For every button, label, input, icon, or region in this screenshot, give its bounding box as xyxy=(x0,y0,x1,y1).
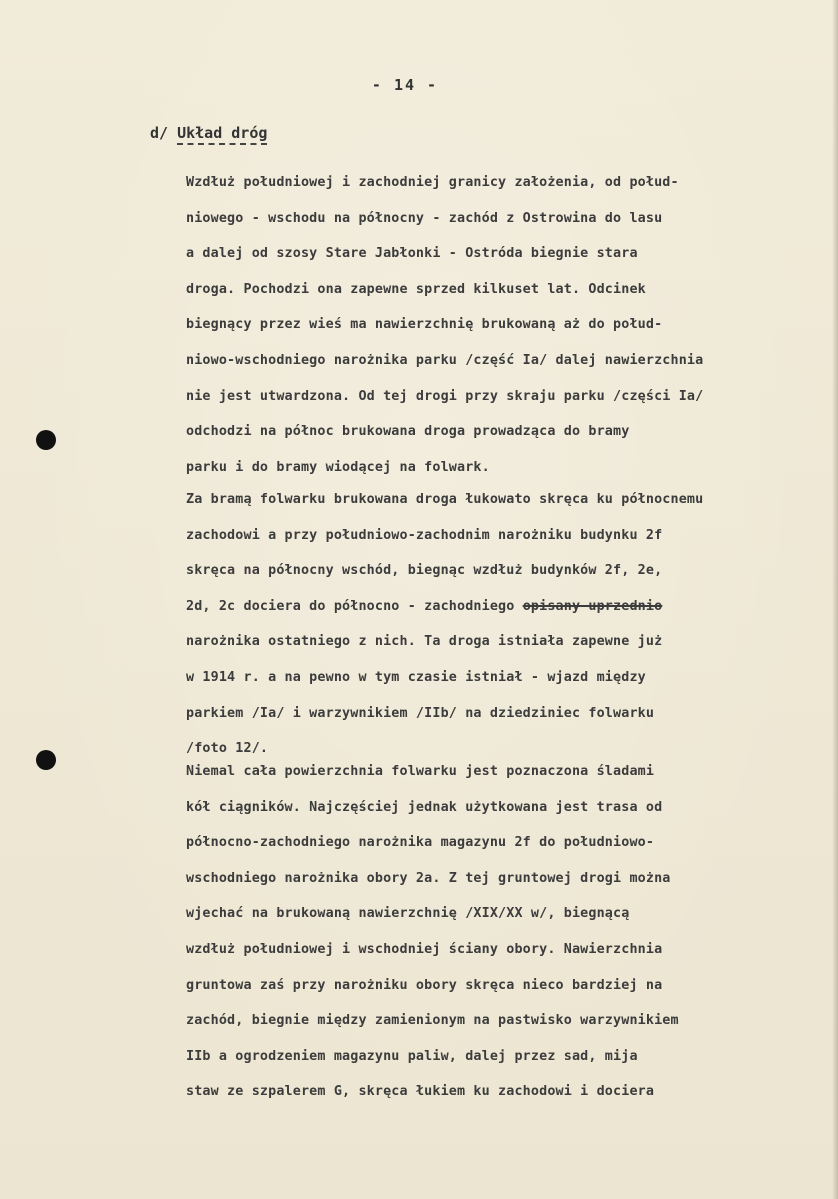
text-line: parku i do bramy wiodącej na folwark. xyxy=(186,459,490,475)
text-line: parkiem /Ia/ i warzywnikiem /IIb/ na dziedziniec folwarku xyxy=(186,705,655,721)
text-line: Za bramą folwarku brukowana droga łukowato skręca ku północnemu xyxy=(186,492,704,507)
text-line: staw ze szpalerem G, skręca łukiem ku zachodowi i dociera xyxy=(186,1084,655,1100)
text-line: w 1914 r. a na pewno w tym czasie istniał - wjazd między xyxy=(186,669,646,685)
section-heading-title: Układ dróg xyxy=(177,124,267,145)
text-line: nie jest utwardzona. Od tej drogi przy skraju parku /części Ia/ xyxy=(186,388,704,404)
text-line: wschodniego narożnika obory 2a. Z tej gruntowej drogi można xyxy=(186,870,671,886)
text-line: /foto 12/. xyxy=(186,741,269,757)
text-line: odchodzi na północ brukowana droga prowadząca do bramy xyxy=(186,424,630,440)
punch-hole-top xyxy=(36,430,56,450)
page-number: - 14 - xyxy=(371,76,439,94)
text-line: wjechać na brukowaną nawierzchnię /XIX/XX w/, biegnącą xyxy=(186,906,630,922)
text-line: IIb a ogrodzeniem magazynu paliw, dalej przez sad, mija xyxy=(186,1048,638,1064)
text-line: wzdłuż południowej i wschodniej ściany obory. Nawierzchnia xyxy=(186,941,663,957)
text-line: północno-zachodniego narożnika magazynu 2f do południowo- xyxy=(186,835,655,851)
section-heading xyxy=(150,124,267,142)
text-line: Wzdłuż południowej i zachodniej granicy założenia, od połud- xyxy=(186,175,679,190)
text-line: niowego - wschodu na północny - zachód z Ostrowina do lasu xyxy=(186,210,663,226)
text-line: gruntowa zaś przy narożniku obory skręca nieco bardziej na xyxy=(186,977,663,993)
text-line: skręca na północny wschód, biegnąc wzdłuż budynków 2f, 2e, xyxy=(186,563,663,579)
text-line: Niemal cała powierzchnia folwarku jest poznaczona śladami xyxy=(186,764,655,779)
paragraph-1 xyxy=(186,165,836,485)
text-line-start: 2d, 2c dociera do północno - zachodniego xyxy=(186,598,523,614)
text-line: zachodowi a przy południowo-zachodnim narożniku budynku 2f xyxy=(186,527,663,543)
text-line: narożnika ostatniego z nich. Ta droga istniała zapewne już xyxy=(186,634,663,650)
section-heading-prefix: d/ xyxy=(150,124,178,142)
text-line: a dalej od szosy Stare Jabłonki - Ostróda biegnie stara xyxy=(186,246,638,262)
text-line: kół ciągników. Najczęściej jednak użytkowana jest trasa od xyxy=(186,799,663,815)
text-line-with-strikethrough xyxy=(186,589,836,625)
paragraph-3 xyxy=(186,754,836,1110)
text-line: niowo-wschodniego narożnika parku /część Ia/ dalej nawierzchnia xyxy=(186,352,704,368)
punch-hole-bottom xyxy=(36,750,56,770)
text-line: biegnący przez wieś ma nawierzchnię brukowaną aż do połud- xyxy=(186,317,663,333)
text-line: droga. Pochodzi ona zapewne sprzed kilkuset lat. Odcinek xyxy=(186,281,646,297)
paragraph-2 xyxy=(186,482,836,767)
text-line: zachód, biegnie między zamienionym na pastwisko warzywnikiem xyxy=(186,1013,679,1029)
struck-out-text: opisany uprzednio xyxy=(522,598,663,614)
